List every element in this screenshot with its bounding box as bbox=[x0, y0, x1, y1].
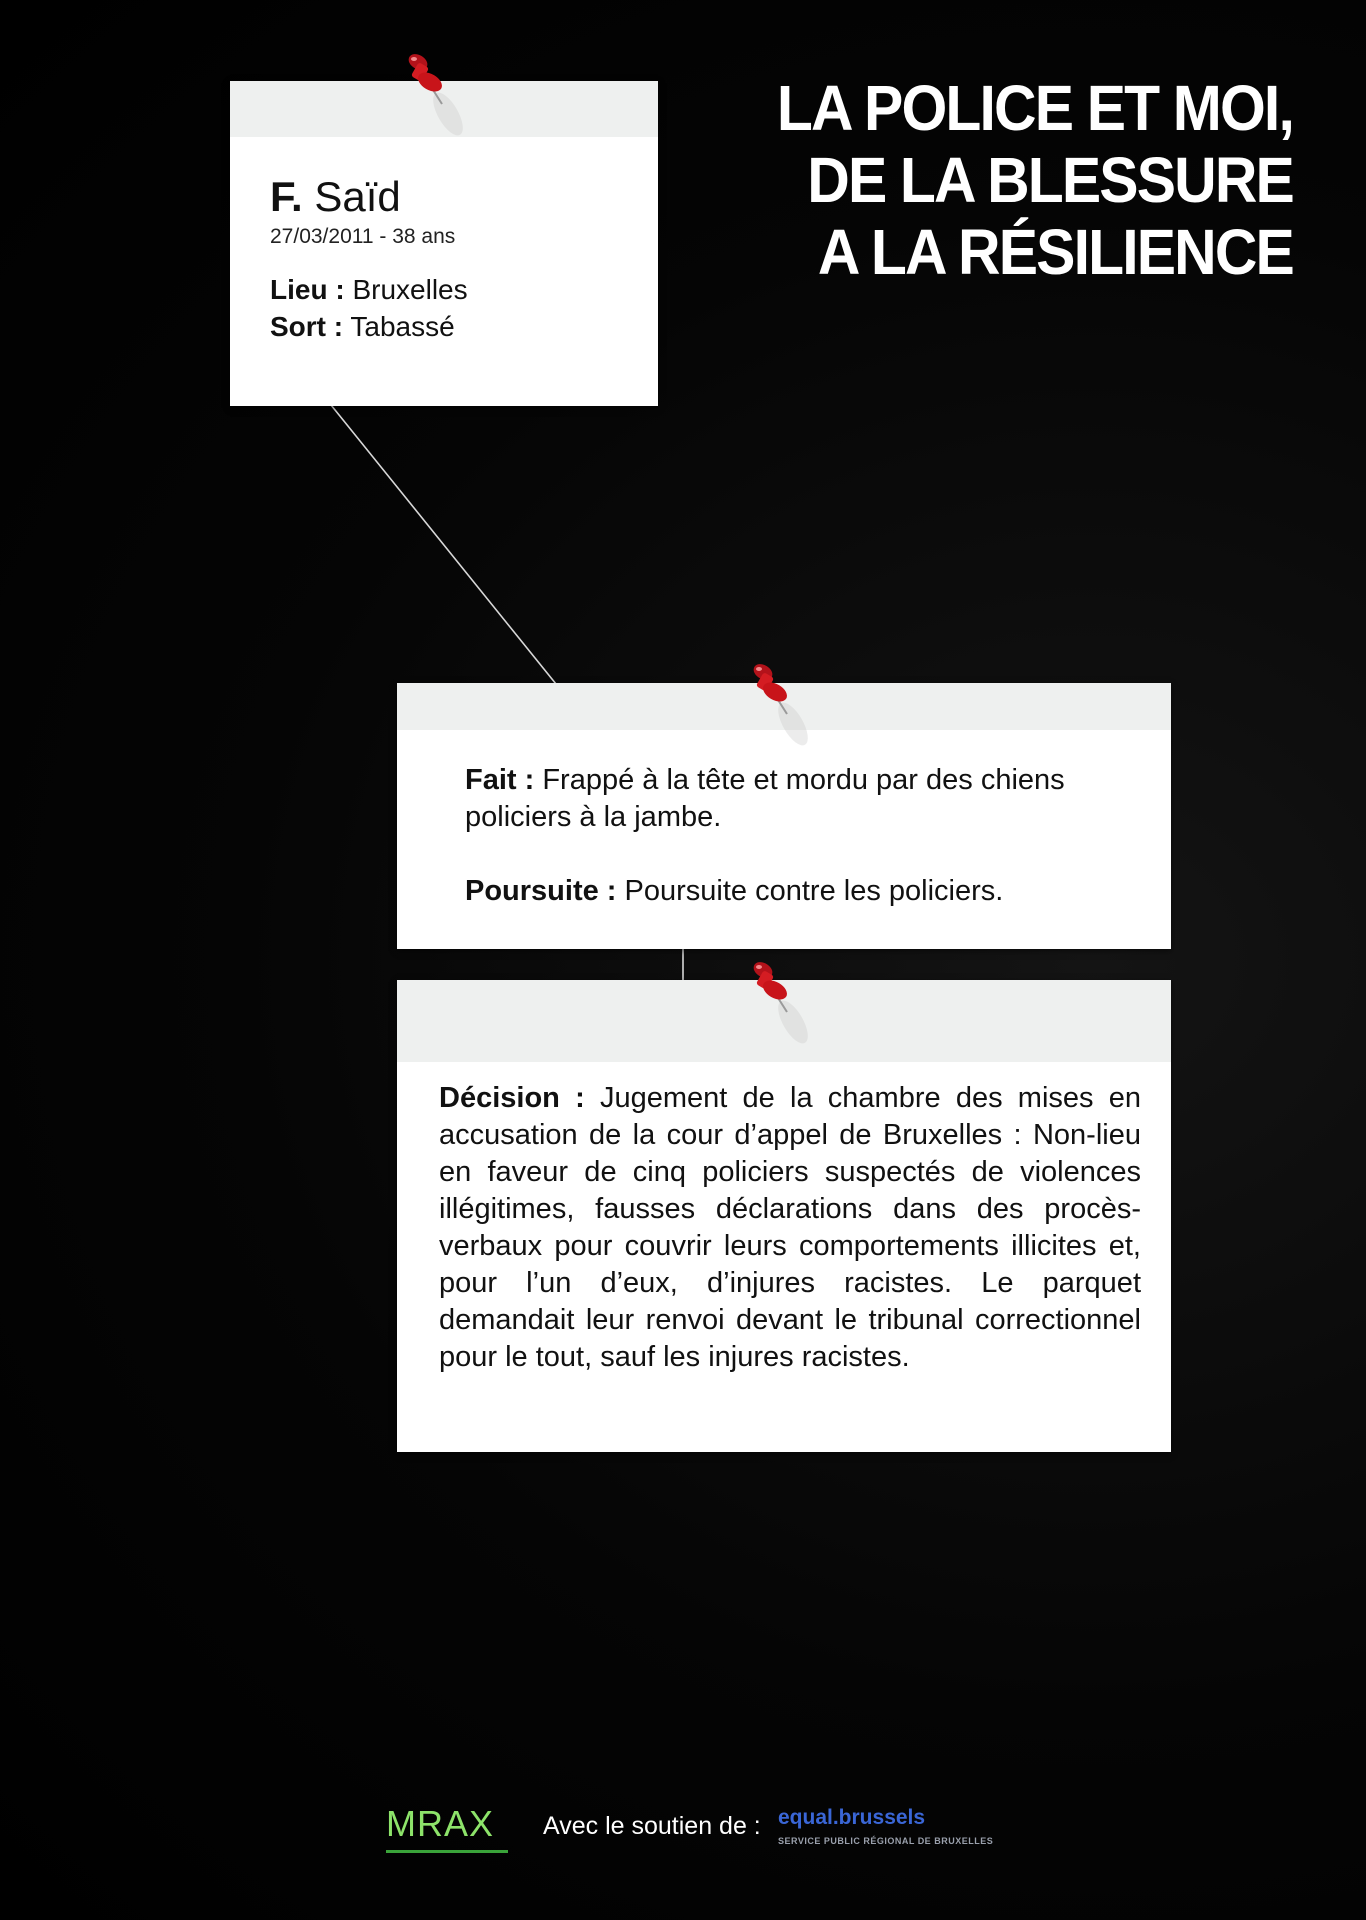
push-pin-icon bbox=[745, 960, 815, 1050]
decision-paragraph bbox=[439, 1080, 1141, 1376]
victim-first-name: Saïd bbox=[314, 173, 401, 220]
lieu-line bbox=[270, 271, 658, 308]
mrax-logo bbox=[386, 1803, 494, 1845]
support-text: Avec le soutien de : bbox=[543, 1812, 761, 1840]
lieu-value: Bruxelles bbox=[352, 274, 468, 305]
poursuite-paragraph bbox=[465, 873, 1111, 910]
lieu-label: Lieu : bbox=[270, 274, 345, 305]
victim-name bbox=[270, 173, 658, 221]
date-age: 27/03/2011 - 38 ans bbox=[270, 225, 456, 248]
decision-text: Jugement de la chambre des mises en accusation de la cour d’appel de Bruxelles : Non-lieu en faveur de cinq policiers suspectés de violences illégitimes, fausses déclarations dans des procès-verbaux pour couvrir leurs comportements illicites et, pour l’un d’eux, d’injures racistes. Le parquet demandait leur renvoi devant le tribunal correctionnel pour le tout, sauf les injures racistes. bbox=[439, 1082, 1141, 1373]
poursuite-value: Poursuite contre les policiers. bbox=[624, 875, 1004, 907]
facts-body bbox=[397, 762, 1171, 910]
identity-body bbox=[230, 173, 658, 345]
title-line-3: A LA RÉSILIENCE bbox=[817, 216, 1293, 288]
equal-brussels-subtitle: SERVICE PUBLIC RÉGIONAL DE BRUXELLES bbox=[778, 1836, 994, 1846]
mrax-logo-text: MRAX bbox=[386, 1803, 495, 1844]
poster-title bbox=[777, 72, 1293, 288]
sort-label: Sort : bbox=[270, 311, 344, 342]
decision-card bbox=[397, 980, 1171, 1452]
sort-line bbox=[270, 308, 658, 345]
decision-label: Décision : bbox=[439, 1082, 585, 1114]
mrax-logo-underline bbox=[386, 1850, 508, 1853]
title-line-1: LA POLICE ET MOI, bbox=[776, 72, 1293, 144]
fait-value: Frappé à la tête et mordu par des chiens policiers à la jambe. bbox=[465, 764, 1065, 833]
fait-paragraph bbox=[465, 762, 1111, 836]
push-pin-icon bbox=[400, 52, 470, 142]
identity-fields bbox=[270, 271, 658, 345]
decision-body bbox=[397, 1080, 1171, 1376]
victim-initial: F. bbox=[270, 173, 303, 220]
equal-brussels-logo-text: equal.brussels bbox=[778, 1806, 926, 1829]
sort-value: Tabassé bbox=[350, 311, 455, 342]
poursuite-label: Poursuite : bbox=[465, 875, 617, 907]
push-pin-icon bbox=[745, 662, 815, 752]
title-line-2: DE LA BLESSURE bbox=[807, 144, 1293, 216]
fait-label: Fait : bbox=[465, 764, 535, 796]
footer bbox=[0, 1800, 1366, 1860]
equal-brussels-logo bbox=[778, 1806, 925, 1830]
